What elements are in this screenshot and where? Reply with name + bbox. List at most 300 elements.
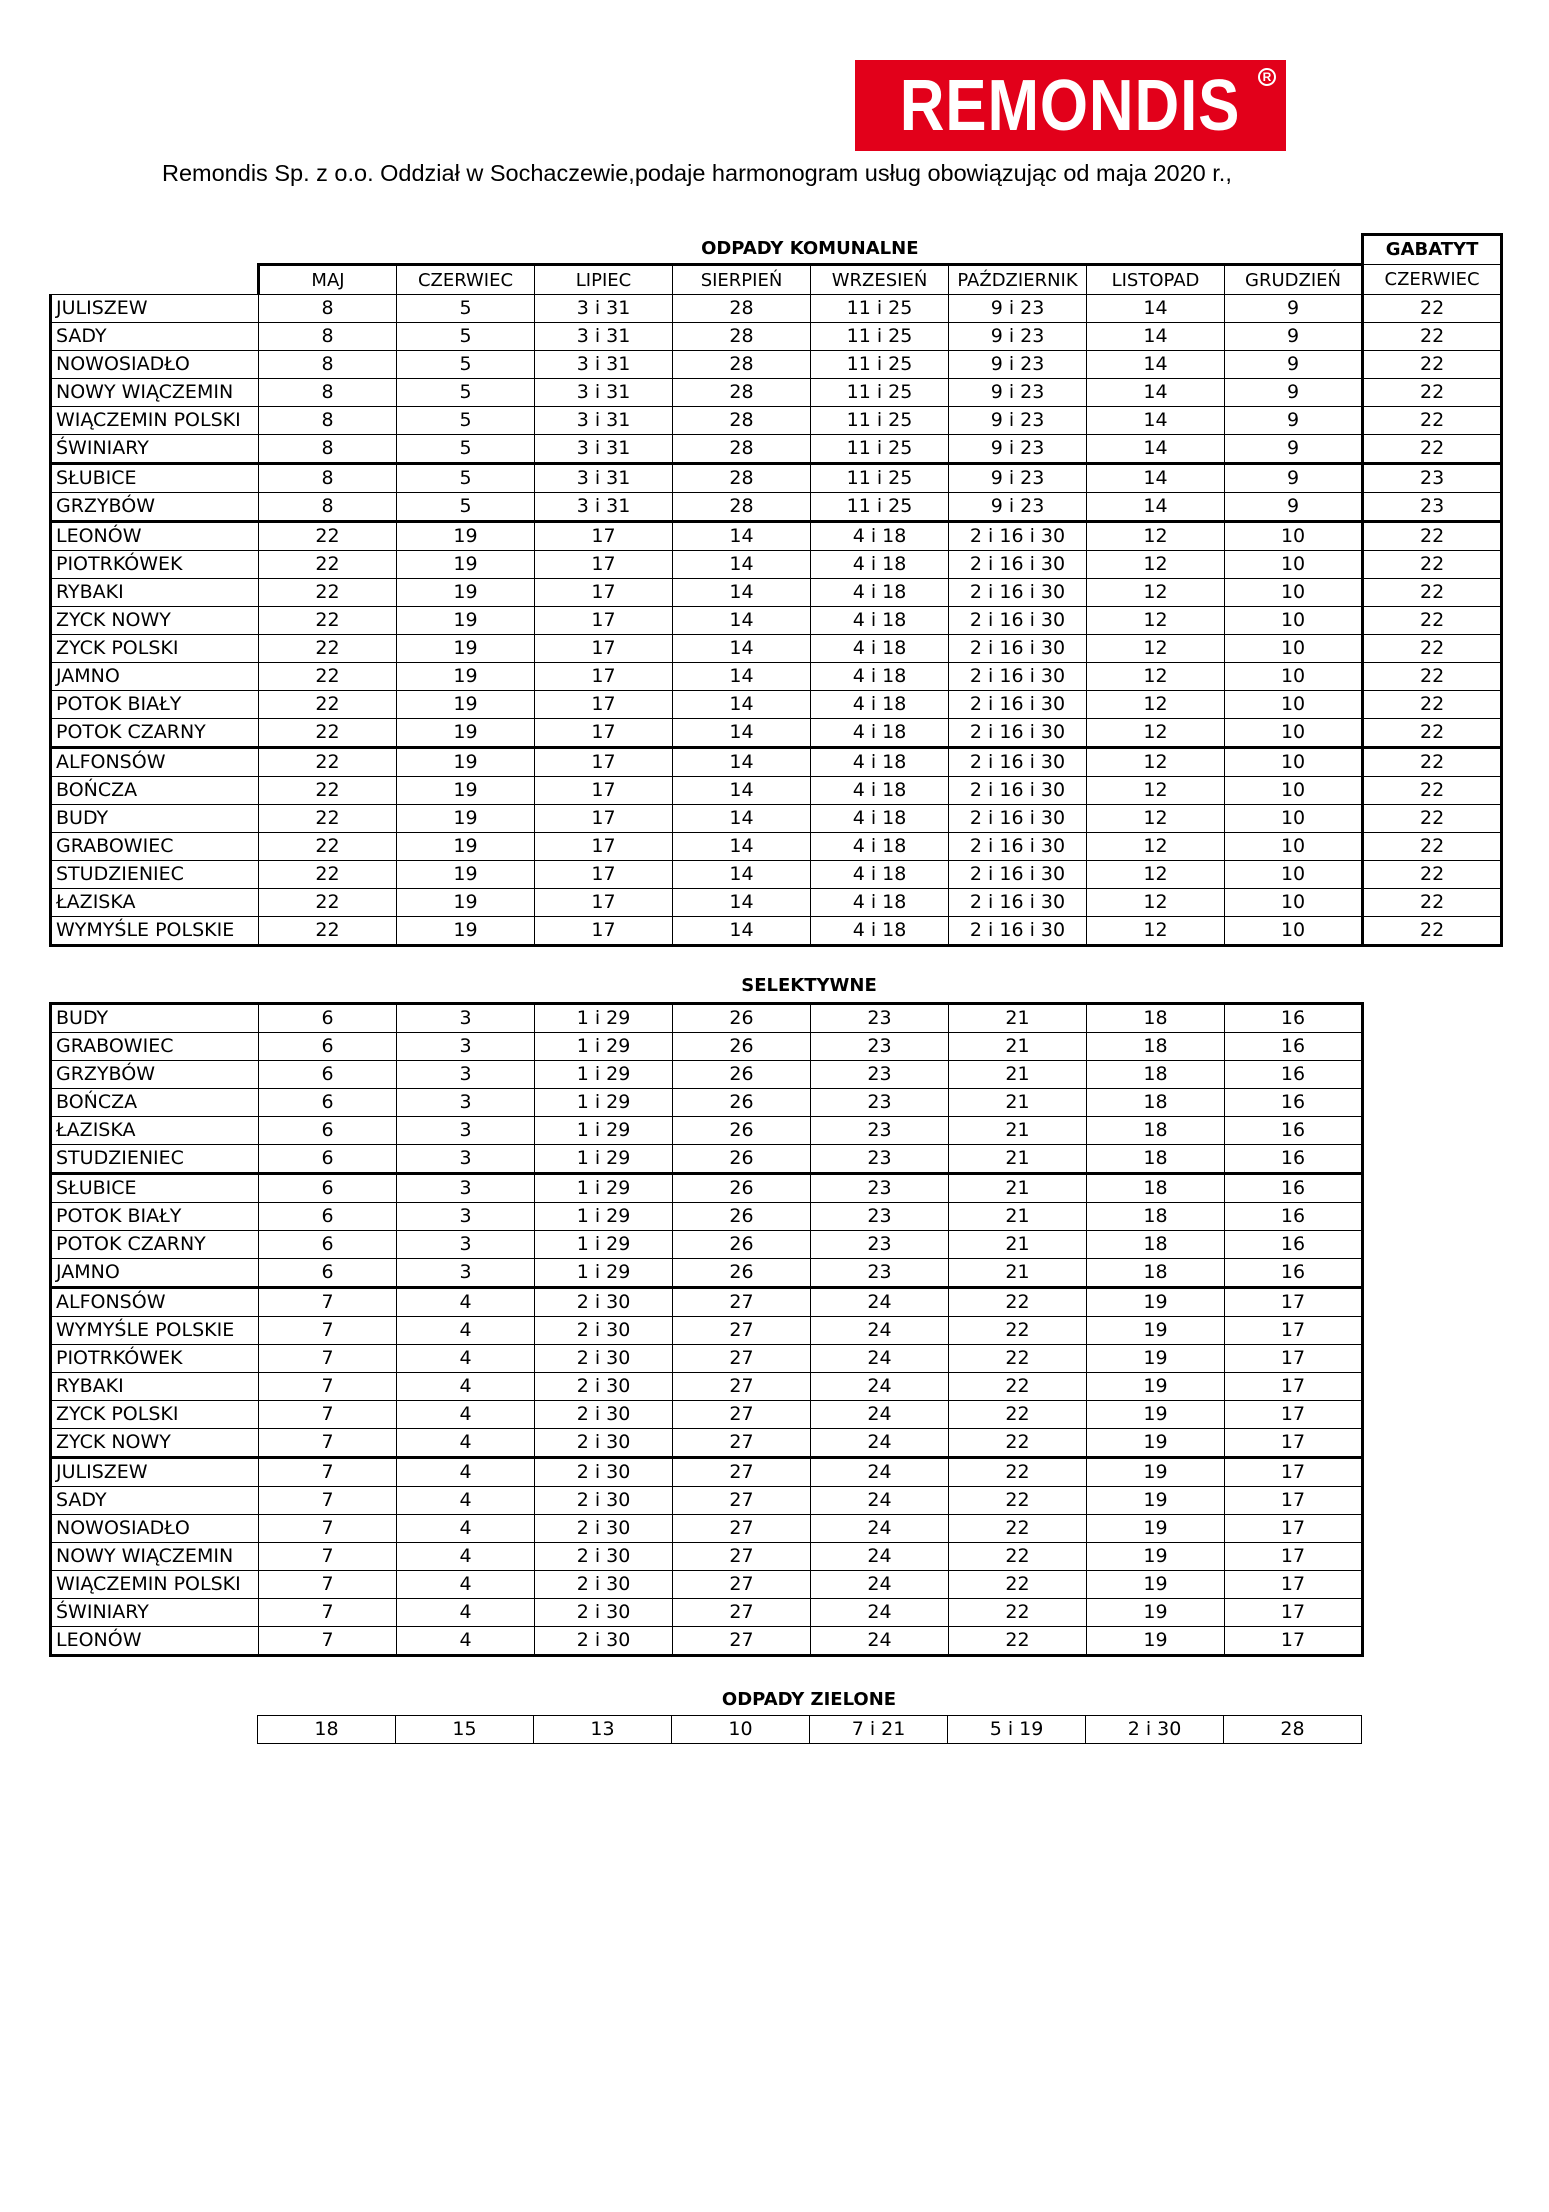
date-cell: 4	[397, 1515, 535, 1543]
locality-name: JULISZEW	[51, 1458, 259, 1487]
locality-name: ZYCK POLSKI	[51, 1401, 259, 1429]
month-header-5: WRZESIEŃ	[811, 265, 949, 295]
date-cell: 3 i 31	[535, 323, 673, 351]
date-cell: 17	[535, 889, 673, 917]
date-cell: 23	[811, 1061, 949, 1089]
date-cell: 18	[1087, 1259, 1225, 1288]
gabaryt-cell: 23	[1363, 464, 1502, 493]
table-row	[51, 1515, 1363, 1543]
locality-name: ALFONSÓW	[51, 1288, 259, 1317]
locality-name: ŚWINIARY	[51, 1599, 259, 1627]
date-cell: 4 i 18	[811, 663, 949, 691]
date-cell: 9 i 23	[949, 464, 1087, 493]
date-cell: 3	[397, 1203, 535, 1231]
date-cell: 17	[535, 833, 673, 861]
date-cell: 2 i 16 i 30	[949, 777, 1087, 805]
table-row	[51, 889, 1502, 917]
date-cell: 27	[673, 1345, 811, 1373]
date-cell: 12	[1087, 861, 1225, 889]
date-cell: 4 i 18	[811, 719, 949, 748]
month-header-4: SIERPIEŃ	[673, 265, 811, 295]
date-cell: 12	[1087, 607, 1225, 635]
date-cell: 21	[949, 1061, 1087, 1089]
date-cell: 10	[1225, 917, 1363, 946]
gabaryt-cell: 22	[1363, 379, 1502, 407]
date-cell: 26	[673, 1089, 811, 1117]
date-cell: 17	[1225, 1288, 1363, 1317]
date-cell: 2 i 16 i 30	[949, 522, 1087, 551]
table-row	[51, 607, 1502, 635]
date-cell: 27	[673, 1627, 811, 1656]
date-cell: 3	[397, 1259, 535, 1288]
date-cell: 2 i 16 i 30	[949, 607, 1087, 635]
date-cell: 27	[673, 1458, 811, 1487]
date-cell: 5	[397, 295, 535, 323]
date-cell: 12	[1087, 777, 1225, 805]
date-cell: 4 i 18	[811, 748, 949, 777]
date-cell: 3 i 31	[535, 379, 673, 407]
date-cell: 2 i 16 i 30	[949, 719, 1087, 748]
date-cell: 9 i 23	[949, 351, 1087, 379]
date-cell: 12	[1087, 551, 1225, 579]
table-row	[51, 1429, 1363, 1458]
date-cell: 6	[259, 1117, 397, 1145]
gabaryt-cell: 22	[1363, 579, 1502, 607]
month-header-1: MAJ	[259, 265, 397, 295]
table-row	[51, 351, 1502, 379]
month-header-6: PAŹDZIERNIK	[949, 265, 1087, 295]
date-cell: 14	[673, 833, 811, 861]
date-cell: 19	[397, 579, 535, 607]
date-cell: 24	[811, 1458, 949, 1487]
date-cell: 17	[1225, 1515, 1363, 1543]
date-cell: 8	[259, 493, 397, 522]
date-cell: 6	[259, 1259, 397, 1288]
date-cell: 4 i 18	[811, 917, 949, 946]
date-cell: 14	[1087, 493, 1225, 522]
date-cell: 22	[949, 1429, 1087, 1458]
table-row	[51, 1317, 1363, 1345]
table-row	[51, 1458, 1363, 1487]
date-cell: 21	[949, 1033, 1087, 1061]
date-cell: 16	[1225, 1259, 1363, 1288]
date-cell: 27	[673, 1317, 811, 1345]
locality-name: ZYCK NOWY	[51, 1429, 259, 1458]
date-cell: 14	[673, 635, 811, 663]
table-row	[51, 1174, 1363, 1203]
spacer-cell	[51, 265, 259, 295]
date-cell: 19	[1087, 1487, 1225, 1515]
date-cell: 14	[673, 579, 811, 607]
date-cell: 1 i 29	[535, 1231, 673, 1259]
date-cell: 28	[673, 464, 811, 493]
date-cell: 24	[811, 1429, 949, 1458]
date-cell: 19	[397, 635, 535, 663]
date-cell: 1 i 29	[535, 1033, 673, 1061]
date-cell: 18	[1087, 1174, 1225, 1203]
date-cell: 4 i 18	[811, 889, 949, 917]
date-cell: 23	[811, 1117, 949, 1145]
date-cell: 17	[535, 635, 673, 663]
date-cell: 26	[673, 1117, 811, 1145]
gabaryt-cell: 22	[1363, 295, 1502, 323]
date-cell: 17	[1225, 1458, 1363, 1487]
date-cell: 17	[1225, 1543, 1363, 1571]
locality-name: NOWY WIĄCZEMIN	[51, 379, 259, 407]
locality-name: WYMYŚLE POLSKIE	[51, 1317, 259, 1345]
date-cell: 7	[259, 1599, 397, 1627]
date-cell: 12	[1087, 719, 1225, 748]
table-row	[51, 551, 1502, 579]
locality-name: BUDY	[51, 805, 259, 833]
date-cell: 22	[259, 579, 397, 607]
date-cell: 4	[397, 1401, 535, 1429]
date-cell: 27	[673, 1429, 811, 1458]
date-cell: 26	[673, 1004, 811, 1033]
date-cell: 2 i 30	[535, 1401, 673, 1429]
date-cell: 14	[673, 551, 811, 579]
date-cell: 26	[673, 1259, 811, 1288]
date-cell: 24	[811, 1401, 949, 1429]
table-row	[51, 1061, 1363, 1089]
table-row	[51, 1033, 1363, 1061]
date-cell: 13	[534, 1716, 672, 1744]
date-cell: 17	[1225, 1401, 1363, 1429]
locality-name: PIOTRKÓWEK	[51, 551, 259, 579]
gabaryt-cell: 22	[1363, 607, 1502, 635]
table-row	[51, 1004, 1363, 1033]
date-cell: 18	[1087, 1089, 1225, 1117]
date-cell: 7	[259, 1345, 397, 1373]
date-cell: 3	[397, 1174, 535, 1203]
locality-name: WIĄCZEMIN POLSKI	[51, 1571, 259, 1599]
date-cell: 6	[259, 1033, 397, 1061]
locality-name: GRABOWIEC	[51, 833, 259, 861]
date-cell: 22	[949, 1401, 1087, 1429]
date-cell: 4	[397, 1373, 535, 1401]
date-cell: 17	[1225, 1571, 1363, 1599]
date-cell: 22	[949, 1458, 1087, 1487]
date-cell: 9	[1225, 464, 1363, 493]
date-cell: 14	[1087, 351, 1225, 379]
date-cell: 16	[1225, 1174, 1363, 1203]
date-cell: 24	[811, 1345, 949, 1373]
table-row	[51, 663, 1502, 691]
date-cell: 24	[811, 1599, 949, 1627]
date-cell: 17	[1225, 1429, 1363, 1458]
date-cell: 21	[949, 1231, 1087, 1259]
date-cell: 2 i 16 i 30	[949, 805, 1087, 833]
spacer-cell	[51, 235, 259, 265]
remondis-logo	[855, 60, 1286, 151]
date-cell: 4 i 18	[811, 833, 949, 861]
date-cell: 28	[673, 493, 811, 522]
date-cell: 12	[1087, 663, 1225, 691]
gabaryt-cell: 22	[1363, 748, 1502, 777]
date-cell: 11 i 25	[811, 493, 949, 522]
date-cell: 17	[535, 522, 673, 551]
date-cell: 22	[259, 805, 397, 833]
date-cell: 19	[1087, 1515, 1225, 1543]
date-cell: 2 i 16 i 30	[949, 691, 1087, 719]
date-cell: 27	[673, 1401, 811, 1429]
date-cell: 3 i 31	[535, 464, 673, 493]
locality-name: ŁAZISKA	[51, 889, 259, 917]
gabaryt-cell: 22	[1363, 833, 1502, 861]
date-cell: 23	[811, 1004, 949, 1033]
table-row	[51, 1599, 1363, 1627]
zielone-title: ODPADY ZIELONE	[721, 1689, 897, 1710]
date-cell: 2 i 30	[535, 1429, 673, 1458]
date-cell: 9	[1225, 379, 1363, 407]
date-cell: 22	[259, 889, 397, 917]
gabaryt-cell: 22	[1363, 407, 1502, 435]
table-row	[51, 805, 1502, 833]
date-cell: 19	[397, 805, 535, 833]
date-cell: 9	[1225, 323, 1363, 351]
locality-name: BOŃCZA	[51, 777, 259, 805]
locality-name: POTOK BIAŁY	[51, 1203, 259, 1231]
date-cell: 27	[673, 1543, 811, 1571]
locality-name: NOWOSIADŁO	[51, 351, 259, 379]
date-cell: 22	[949, 1571, 1087, 1599]
table-row	[51, 691, 1502, 719]
date-cell: 11 i 25	[811, 351, 949, 379]
locality-name: POTOK CZARNY	[51, 719, 259, 748]
date-cell: 28	[673, 295, 811, 323]
date-cell: 9 i 23	[949, 323, 1087, 351]
date-cell: 22	[949, 1599, 1087, 1627]
locality-name: NOWOSIADŁO	[51, 1515, 259, 1543]
date-cell: 3	[397, 1231, 535, 1259]
table-row	[51, 579, 1502, 607]
gabaryt-cell: 22	[1363, 435, 1502, 464]
gabaryt-title: GABATYT	[1363, 235, 1502, 265]
date-cell: 17	[1225, 1627, 1363, 1656]
komunalne-title-row	[51, 235, 1502, 265]
date-cell: 16	[1225, 1203, 1363, 1231]
date-cell: 28	[673, 351, 811, 379]
locality-name: NOWY WIĄCZEMIN	[51, 1543, 259, 1571]
date-cell: 1 i 29	[535, 1061, 673, 1089]
date-cell: 19	[1087, 1543, 1225, 1571]
date-cell: 22	[259, 522, 397, 551]
date-cell: 10	[672, 1716, 810, 1744]
table-row	[51, 1259, 1363, 1288]
date-cell: 17	[535, 917, 673, 946]
date-cell: 8	[259, 295, 397, 323]
date-cell: 4 i 18	[811, 805, 949, 833]
date-cell: 2 i 30	[535, 1627, 673, 1656]
date-cell: 4	[397, 1599, 535, 1627]
date-cell: 14	[673, 719, 811, 748]
date-cell: 22	[259, 917, 397, 946]
date-cell: 2 i 16 i 30	[949, 861, 1087, 889]
date-cell: 11 i 25	[811, 379, 949, 407]
date-cell: 19	[397, 748, 535, 777]
date-cell: 10	[1225, 719, 1363, 748]
date-cell: 17	[535, 551, 673, 579]
date-cell: 17	[1225, 1317, 1363, 1345]
date-cell: 11 i 25	[811, 435, 949, 464]
table-row	[51, 407, 1502, 435]
date-cell: 14	[673, 889, 811, 917]
date-cell: 3	[397, 1145, 535, 1174]
date-cell: 8	[259, 351, 397, 379]
date-cell: 6	[259, 1203, 397, 1231]
table-row	[51, 493, 1502, 522]
date-cell: 18	[1087, 1004, 1225, 1033]
date-cell: 10	[1225, 777, 1363, 805]
table-row	[51, 1401, 1363, 1429]
date-cell: 22	[949, 1627, 1087, 1656]
date-cell: 19	[397, 663, 535, 691]
date-cell: 7	[259, 1543, 397, 1571]
date-cell: 18	[1087, 1145, 1225, 1174]
month-header-7: LISTOPAD	[1087, 265, 1225, 295]
date-cell: 3 i 31	[535, 295, 673, 323]
date-cell: 8	[259, 435, 397, 464]
table-row	[51, 1288, 1363, 1317]
date-cell: 12	[1087, 889, 1225, 917]
table-row	[51, 464, 1502, 493]
date-cell: 19	[1087, 1571, 1225, 1599]
date-cell: 27	[673, 1373, 811, 1401]
date-cell: 22	[259, 691, 397, 719]
locality-name: ZYCK POLSKI	[51, 635, 259, 663]
date-cell: 28	[1224, 1716, 1362, 1744]
date-cell: 14	[673, 663, 811, 691]
table-row	[51, 861, 1502, 889]
date-cell: 21	[949, 1259, 1087, 1288]
date-cell: 4 i 18	[811, 691, 949, 719]
date-cell: 9	[1225, 407, 1363, 435]
date-cell: 21	[949, 1174, 1087, 1203]
gabaryt-cell: 22	[1363, 805, 1502, 833]
locality-name: RYBAKI	[51, 579, 259, 607]
date-cell: 24	[811, 1317, 949, 1345]
date-cell: 4 i 18	[811, 551, 949, 579]
date-cell: 26	[673, 1033, 811, 1061]
date-cell: 17	[1225, 1345, 1363, 1373]
date-cell: 1 i 29	[535, 1117, 673, 1145]
date-cell: 9	[1225, 351, 1363, 379]
date-cell: 9	[1225, 295, 1363, 323]
date-cell: 19	[397, 691, 535, 719]
date-cell: 14	[1087, 464, 1225, 493]
date-cell: 9 i 23	[949, 379, 1087, 407]
date-cell: 10	[1225, 551, 1363, 579]
table-row	[51, 833, 1502, 861]
date-cell: 14	[673, 805, 811, 833]
date-cell: 14	[1087, 323, 1225, 351]
gabaryt-cell: 22	[1363, 917, 1502, 946]
date-cell: 4 i 18	[811, 777, 949, 805]
date-cell: 14	[673, 522, 811, 551]
locality-name: POTOK BIAŁY	[51, 691, 259, 719]
date-cell: 2 i 16 i 30	[949, 635, 1087, 663]
selektywne-table	[49, 1002, 1364, 1657]
date-cell: 2 i 16 i 30	[949, 663, 1087, 691]
date-cell: 1 i 29	[535, 1145, 673, 1174]
date-cell: 17	[535, 663, 673, 691]
date-cell: 22	[259, 861, 397, 889]
gabaryt-cell: 22	[1363, 635, 1502, 663]
date-cell: 6	[259, 1231, 397, 1259]
date-cell: 23	[811, 1259, 949, 1288]
table-row	[51, 522, 1502, 551]
date-cell: 18	[258, 1716, 396, 1744]
date-cell: 19	[397, 777, 535, 805]
locality-name: GRZYBÓW	[51, 1061, 259, 1089]
date-cell: 23	[811, 1145, 949, 1174]
date-cell: 22	[949, 1515, 1087, 1543]
date-cell: 22	[259, 748, 397, 777]
date-cell: 10	[1225, 579, 1363, 607]
date-cell: 11 i 25	[811, 464, 949, 493]
date-cell: 17	[535, 861, 673, 889]
date-cell: 19	[397, 861, 535, 889]
komunalne-month-header	[51, 265, 1502, 295]
date-cell: 27	[673, 1599, 811, 1627]
date-cell: 22	[949, 1373, 1087, 1401]
date-cell: 4 i 18	[811, 579, 949, 607]
date-cell: 10	[1225, 748, 1363, 777]
date-cell: 10	[1225, 833, 1363, 861]
date-cell: 3 i 31	[535, 351, 673, 379]
date-cell: 12	[1087, 805, 1225, 833]
date-cell: 28	[673, 323, 811, 351]
date-cell: 22	[259, 833, 397, 861]
date-cell: 2 i 16 i 30	[949, 551, 1087, 579]
date-cell: 1 i 29	[535, 1004, 673, 1033]
date-cell: 2 i 30	[535, 1515, 673, 1543]
date-cell: 17	[535, 607, 673, 635]
date-cell: 10	[1225, 805, 1363, 833]
gabaryt-cell: 22	[1363, 351, 1502, 379]
date-cell: 19	[1087, 1627, 1225, 1656]
date-cell: 14	[1087, 379, 1225, 407]
date-cell: 5	[397, 407, 535, 435]
table-row	[51, 1345, 1363, 1373]
date-cell: 4 i 18	[811, 635, 949, 663]
date-cell: 7	[259, 1487, 397, 1515]
date-cell: 12	[1087, 522, 1225, 551]
selektywne-title: SELEKTYWNE	[741, 975, 877, 996]
date-cell: 6	[259, 1061, 397, 1089]
date-cell: 7	[259, 1571, 397, 1599]
date-cell: 22	[259, 551, 397, 579]
gabaryt-month-header: CZERWIEC	[1363, 265, 1502, 295]
locality-name: SŁUBICE	[51, 464, 259, 493]
date-cell: 15	[396, 1716, 534, 1744]
locality-name: ALFONSÓW	[51, 748, 259, 777]
date-cell: 19	[397, 551, 535, 579]
date-cell: 3	[397, 1117, 535, 1145]
locality-name: JAMNO	[51, 1259, 259, 1288]
table-row	[51, 295, 1502, 323]
date-cell: 3	[397, 1089, 535, 1117]
locality-name: SADY	[51, 323, 259, 351]
date-cell: 9 i 23	[949, 435, 1087, 464]
date-cell: 19	[397, 889, 535, 917]
locality-name: ZYCK NOWY	[51, 607, 259, 635]
date-cell: 8	[259, 379, 397, 407]
date-cell: 2 i 30	[535, 1345, 673, 1373]
date-cell: 6	[259, 1004, 397, 1033]
date-cell: 19	[1087, 1429, 1225, 1458]
date-cell: 23	[811, 1033, 949, 1061]
